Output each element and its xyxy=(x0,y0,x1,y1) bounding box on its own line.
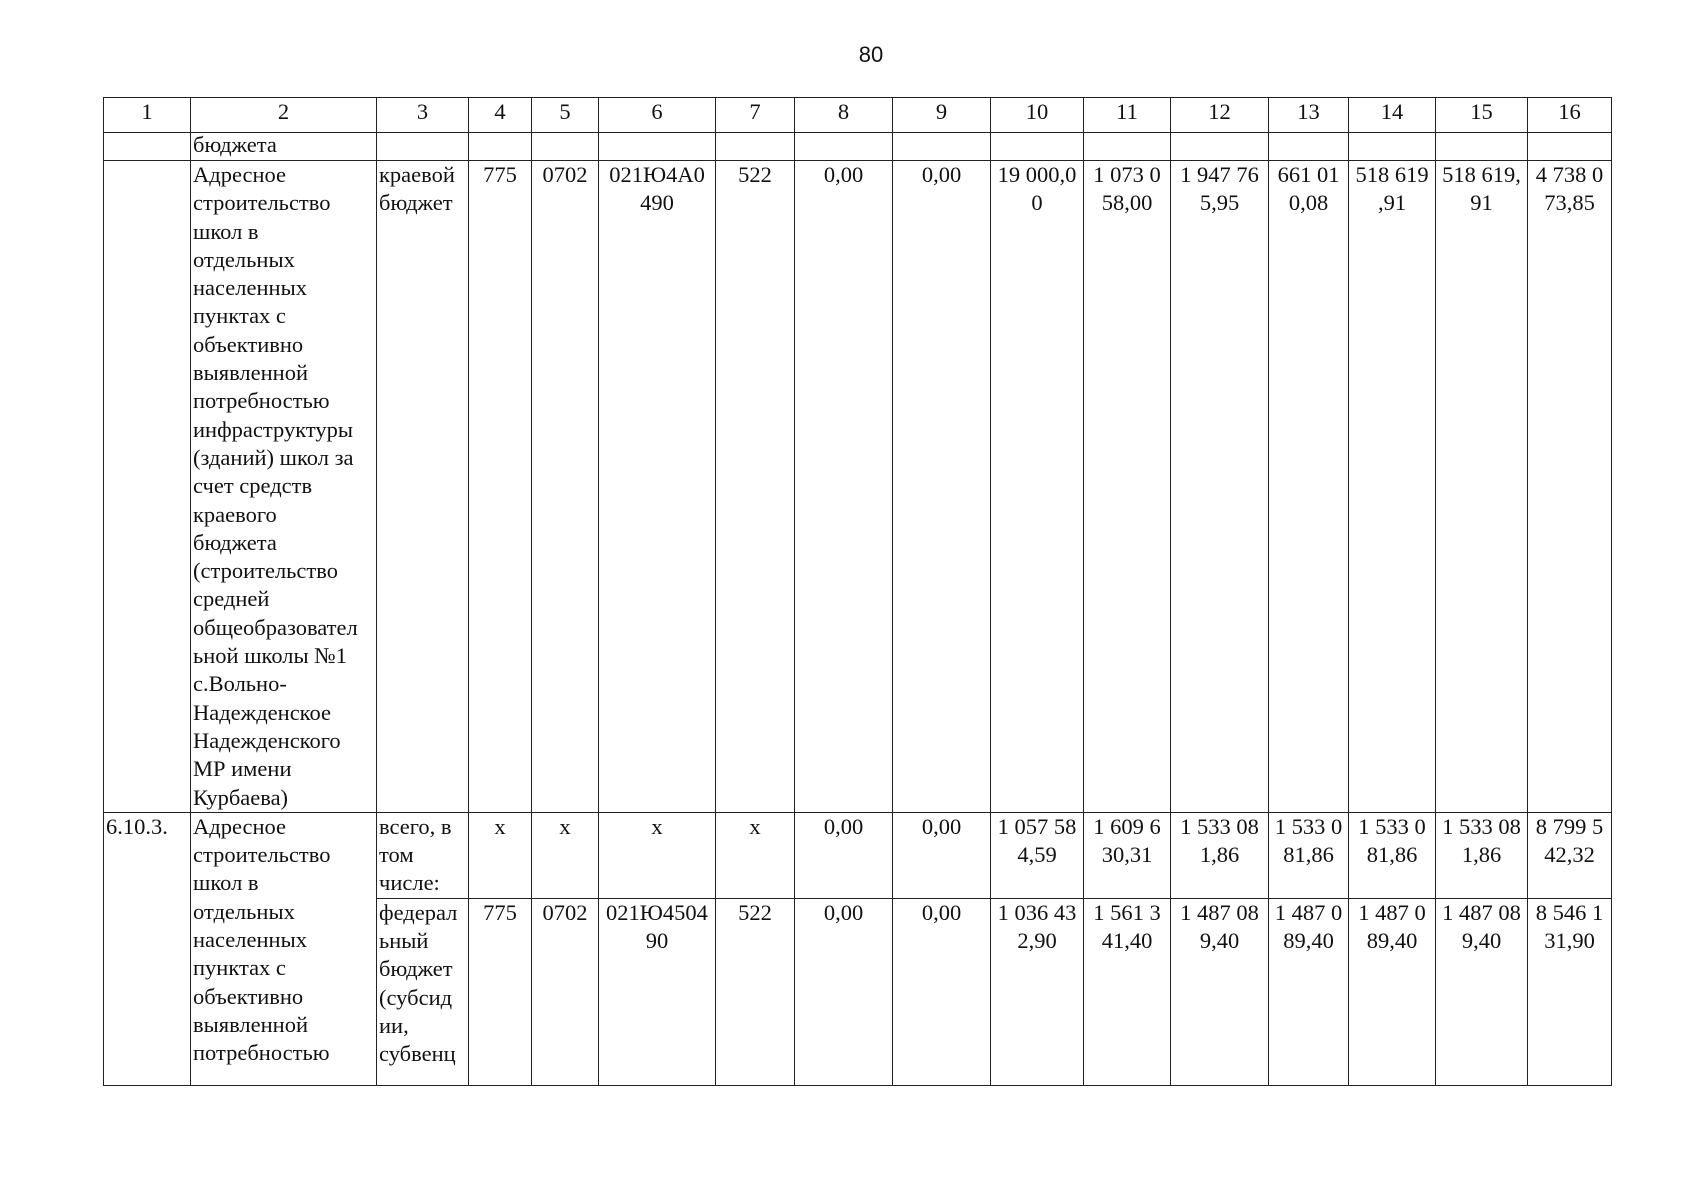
cell-col16 xyxy=(1528,812,1612,898)
text-line: 0,08 xyxy=(1288,190,1329,216)
cell-col4: 775 xyxy=(469,898,532,1085)
text-line: 2,90 xyxy=(1017,928,1057,954)
text-line: 1,86 xyxy=(1199,842,1240,868)
text-line: 5,95 xyxy=(1199,190,1240,216)
cell-col13 xyxy=(1269,812,1349,898)
header-cell: 15 xyxy=(1436,98,1528,133)
header-cell: 14 xyxy=(1349,98,1436,133)
text-line: 9,40 xyxy=(1199,928,1240,954)
cell-col8: 0,00 xyxy=(795,812,893,898)
cell-col12 xyxy=(1171,161,1269,813)
text-line: субвенц xyxy=(379,1041,456,1067)
text-line: (зданий) школ за xyxy=(193,444,354,470)
text-line: 4,59 xyxy=(1017,842,1057,868)
header-cell: 16 xyxy=(1528,98,1612,133)
text-line: 90 xyxy=(645,928,669,954)
text-line: потребностью xyxy=(193,388,330,414)
text-line: Надежденское xyxy=(193,699,331,725)
continuation-row xyxy=(104,133,1612,161)
text-line: краевого xyxy=(193,501,277,527)
cell-col11 xyxy=(1084,161,1171,813)
text-line: 41,40 xyxy=(1101,928,1153,954)
text-line: (субсид xyxy=(379,984,453,1010)
text-line: краевой xyxy=(379,162,455,187)
header-cell: 9 xyxy=(893,98,991,133)
text-line: 42,32 xyxy=(1544,842,1595,868)
header-cell: 10 xyxy=(991,98,1084,133)
cell-col9: 0,00 xyxy=(893,898,991,1085)
cell-col10 xyxy=(991,898,1084,1085)
budget-source xyxy=(377,161,469,813)
budget-table xyxy=(103,97,1612,1086)
text-line: 1 487 08 xyxy=(1442,899,1521,925)
cell-col6 xyxy=(599,898,716,1085)
header-cell: 1 xyxy=(104,98,191,133)
text-line: строительство xyxy=(193,842,331,868)
cell-col6: х xyxy=(599,812,716,898)
text-line: 89,40 xyxy=(1366,928,1418,954)
header-cell: 4 xyxy=(469,98,532,133)
text-line: 1 533 0 xyxy=(1274,813,1343,839)
text-line: числе: xyxy=(379,870,440,896)
text-line: 19 000,0 xyxy=(997,162,1077,187)
text-line: 1 487 0 xyxy=(1358,899,1426,925)
text-line: 021Ю4504 xyxy=(606,899,708,925)
cell-col16 xyxy=(1528,898,1612,1085)
cell-col7: 522 xyxy=(716,898,795,1085)
cell-col4: 775 xyxy=(469,161,532,813)
text-line: федерал xyxy=(379,899,458,925)
cell-col7: х xyxy=(716,812,795,898)
text-line: пунктах с xyxy=(193,955,286,981)
cell-col11 xyxy=(1084,812,1171,898)
text-line: 30,31 xyxy=(1101,842,1153,868)
text-line: 518 619 xyxy=(1355,162,1429,187)
header-cell: 8 xyxy=(795,98,893,133)
item-number: 6.10.3. xyxy=(104,812,191,1085)
text-line: 1 533 08 xyxy=(1442,813,1521,839)
cell-col5: 0702 xyxy=(532,161,599,813)
text-line: отдельных xyxy=(193,246,295,272)
text-line: 0 xyxy=(1031,190,1043,216)
text-line: 1 036 43 xyxy=(997,899,1077,925)
text-line: (строительство xyxy=(193,558,338,584)
text-line: школ в xyxy=(193,218,259,244)
text-line: 490 xyxy=(640,190,674,216)
cell-col15 xyxy=(1436,161,1528,813)
cell-col5: 0702 xyxy=(532,898,599,1085)
text-line: потребностью xyxy=(193,1040,330,1066)
cell-col14 xyxy=(1349,812,1436,898)
budget-source xyxy=(377,898,469,1085)
cell-col5: х xyxy=(532,812,599,898)
text-line: Адресное xyxy=(193,162,287,187)
header-cell: 7 xyxy=(716,98,795,133)
text-line: счет средств xyxy=(193,473,313,499)
text-line: ьной школы №1 xyxy=(193,643,347,669)
header-cell: 13 xyxy=(1269,98,1349,133)
text-line: 91 xyxy=(1470,190,1493,216)
text-line: 81,86 xyxy=(1283,842,1334,868)
text-line: Надежденского xyxy=(193,727,341,753)
cell-col10 xyxy=(991,161,1084,813)
text-line: отдельных xyxy=(193,898,295,924)
text-line: бюджет xyxy=(379,956,453,982)
cell-col15 xyxy=(1436,812,1528,898)
text-line: 1 487 0 xyxy=(1274,899,1343,925)
cell-col12 xyxy=(1171,812,1269,898)
text-line: ьный xyxy=(379,928,429,954)
cell-col4: х xyxy=(469,812,532,898)
text-line: выявленной xyxy=(193,360,309,386)
text-line: 8 799 5 xyxy=(1535,813,1604,839)
text-line: объективно xyxy=(193,983,304,1009)
cell-col16 xyxy=(1528,161,1612,813)
cell-col8: 0,00 xyxy=(795,898,893,1085)
text-line: 1 073 0 xyxy=(1093,162,1161,187)
text-line: 1 609 6 xyxy=(1093,813,1161,839)
text-line: средней xyxy=(193,586,270,612)
text-line: 9,40 xyxy=(1461,928,1502,954)
text-line: том xyxy=(379,842,414,868)
text-line: Курбаева) xyxy=(193,784,289,810)
header-cell: 11 xyxy=(1084,98,1171,133)
header-cell: 6 xyxy=(599,98,716,133)
text-line: 1 561 3 xyxy=(1093,899,1161,925)
cell-col10 xyxy=(991,812,1084,898)
table-row-kraevoy xyxy=(104,161,1612,813)
cell-col11 xyxy=(1084,898,1171,1085)
cell-col14 xyxy=(1349,161,1436,813)
cell-col14 xyxy=(1349,898,1436,1085)
cont-text: бюджета xyxy=(191,133,377,161)
text-line: 661 01 xyxy=(1277,162,1340,187)
cell-col6 xyxy=(599,161,716,813)
text-line: 73,85 xyxy=(1544,190,1595,216)
text-line: 021Ю4А0 xyxy=(609,162,705,187)
text-line: школ в xyxy=(193,870,259,896)
text-line: 58,00 xyxy=(1101,190,1153,216)
text-line: 81,86 xyxy=(1366,842,1418,868)
cell-col7: 522 xyxy=(716,161,795,813)
header-cell: 2 xyxy=(191,98,377,133)
text-line: 1 947 76 xyxy=(1180,162,1259,187)
text-line: 8 546 1 xyxy=(1535,899,1604,925)
text-line: Адресное xyxy=(193,813,287,839)
text-line: ии, xyxy=(379,1012,409,1038)
text-line: 1 057 58 xyxy=(997,813,1077,839)
cell-col9: 0,00 xyxy=(893,812,991,898)
text-line: МР имени xyxy=(193,756,292,782)
text-line: 31,90 xyxy=(1544,928,1595,954)
cell-col9: 0,00 xyxy=(893,161,991,813)
item-description xyxy=(191,161,377,813)
text-line: бюджет xyxy=(379,190,453,216)
text-line: 89,40 xyxy=(1283,928,1334,954)
header-cell: 3 xyxy=(377,98,469,133)
header-cell: 5 xyxy=(532,98,599,133)
text-line: 1 533 08 xyxy=(1180,813,1259,839)
text-line: 518 619, xyxy=(1442,162,1521,187)
text-line: 1 533 0 xyxy=(1358,813,1426,839)
text-line: с.Вольно- xyxy=(193,671,287,697)
page-number: 80 xyxy=(858,42,884,67)
text-line: общеобразовател xyxy=(193,614,358,640)
text-line: инфраструктуры xyxy=(193,416,353,442)
cell-col13 xyxy=(1269,898,1349,1085)
text-line: ,91 xyxy=(1377,190,1407,216)
column-number-header xyxy=(104,98,1612,133)
text-line: выявленной xyxy=(193,1011,309,1037)
text-line: строительство xyxy=(193,190,331,216)
text-line: 1 487 08 xyxy=(1180,899,1259,925)
header-cell: 12 xyxy=(1171,98,1269,133)
cell-col12 xyxy=(1171,898,1269,1085)
item-description xyxy=(191,812,377,1085)
text-line: пунктах с xyxy=(193,303,286,329)
text-line: 4 738 0 xyxy=(1535,162,1604,187)
text-line: 1,86 xyxy=(1461,842,1502,868)
text-line: бюджета xyxy=(193,529,277,555)
cell-col8: 0,00 xyxy=(795,161,893,813)
cell-col13 xyxy=(1269,161,1349,813)
cell-col15 xyxy=(1436,898,1528,1085)
budget-source xyxy=(377,812,469,898)
table-row-total xyxy=(104,812,1612,898)
text-line: населенных xyxy=(193,275,307,301)
text-line: населенных xyxy=(193,927,307,953)
text-line: всего, в xyxy=(379,813,452,839)
text-line: объективно xyxy=(193,331,304,357)
